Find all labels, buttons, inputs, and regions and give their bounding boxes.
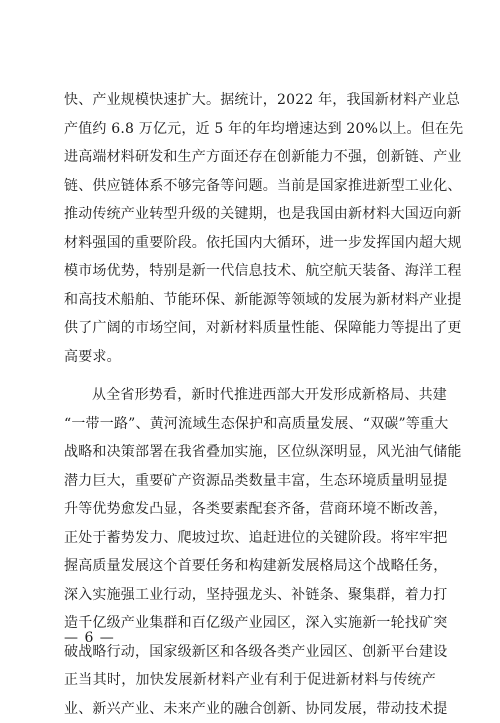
- paragraph-2: [64, 381, 436, 723]
- text-line: 和高技术船舶、节能环保、新能源等领域的发展为新材料产业提: [64, 286, 436, 315]
- text-line: 进高端材料研发和生产方面还存在创新能力不强，创新链、产业: [64, 143, 436, 172]
- text-line: 正处于蓄势发力、爬坡过坎、追赶进位的关键阶段。将牢牢把: [64, 524, 436, 553]
- paragraph-1: [64, 86, 436, 371]
- text-line: 供了广阔的市场空间，对新材料质量性能、保障能力等提出了更: [64, 314, 436, 343]
- text-line: 潜力巨大，重要矿产资源品类数量丰富，生态环境质量明显提: [64, 467, 436, 496]
- text-line: 从全省形势看，新时代推进西部大开发形成新格局、共建: [64, 381, 436, 410]
- text-line: 握高质量发展这个首要任务和构建新发展格局这个战略任务，: [64, 552, 436, 581]
- text-line: 升等优势愈发凸显，各类要素配套齐备，营商环境不断改善，: [64, 495, 436, 524]
- text-line: 业、新兴产业、未来产业的融合创新、协同发展，带动技术提: [64, 695, 436, 723]
- text-line: 深入实施强工业行动，坚持强龙头、补链条、聚集群，着力打: [64, 581, 436, 610]
- text-line: 材料强国的重要阶段。依托国内大循环，进一步发挥国内超大规: [64, 229, 436, 258]
- text-line: 高要求。: [64, 343, 436, 372]
- text-line: 推动传统产业转型升级的关键期，也是我国由新材料大国迈向新: [64, 200, 436, 229]
- text-line: 造千亿级产业集群和百亿级产业园区，深入实施新一轮找矿突: [64, 609, 436, 638]
- document-body: [64, 86, 436, 723]
- text-line: 产值约 6.8 万亿元，近 5 年的年均增速达到 20%以上。但在先: [64, 115, 436, 144]
- text-line: 模市场优势，特别是新一代信息技术、航空航天装备、海洋工程: [64, 257, 436, 286]
- text-line: 破战略行动，国家级新区和各级各类产业园区、创新平台建设: [64, 638, 436, 667]
- page-number: — 6 —: [64, 630, 115, 646]
- text-line: 正当其时，加快发展新材料产业有利于促进新材料与传统产: [64, 666, 436, 695]
- text-line: 链、供应链体系不够完备等问题。当前是国家推进新型工业化、: [64, 172, 436, 201]
- paragraph-spacer: [64, 371, 436, 381]
- text-line: 快、产业规模快速扩大。据统计，2022 年，我国新材料产业总: [64, 86, 436, 115]
- text-line: 战略和决策部署在我省叠加实施，区位纵深明显，风光油气储能: [64, 438, 436, 467]
- text-line: “一带一路”、黄河流域生态保护和高质量发展、“双碳”等重大: [64, 410, 436, 439]
